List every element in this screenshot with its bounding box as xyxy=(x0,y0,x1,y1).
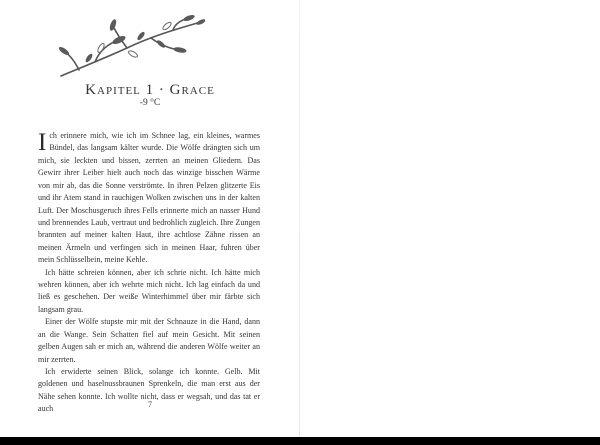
bottom-border xyxy=(0,437,600,445)
paragraph-3: Einer der Wölfe stupste mir mit der Schnauze in die Hand, dann an die Wange. Sein Schatten fiel auf mein Gesicht. Mit seinen gelben Augen sah er mich an, während die anderen Wölfe weiter an mir zerrten. xyxy=(38,317,260,364)
paragraph-4: Ich erwiderte seinen Blick, solange ich konnte. Gelb. Mit goldenen und haselnussbraunen Sprenkeln, die man erst aus der Nähe sehen konnte. Ich wollte nicht, dass er wegsah, und das tat er auch xyxy=(38,367,260,414)
paragraph-1 xyxy=(38,130,260,267)
drop-cap: I xyxy=(38,129,47,156)
chapter-temperature: -9 °C xyxy=(139,98,161,108)
paragraph-text: ch erinnere mich, wie ich im Schnee lag, ein kleines, warmes Bündel, das langsam kälter wurde. Die Wölfe drängten sich um mich, sie leckten und bissen, zerrten an meinen Gliedern. Das Gewirr ihrer Leiber hielt auch noch das winzige bisschen Wärme von mir ab, das die Sonne verströmte. In ihren Pelzen glitzerte Eis und ihr Atem stand in rauchigen Wolken zwischen uns in der kalten Luft. Der Moschusgeruch ihres Fells erinnerte mich an nasser Hund und brennendes Laub, vertraut und bedrohlich zugleich. Ihre Zungen brannten auf meiner kalten Haut, ihre achtlose Zähne rissen an meinen Ärmeln und verfingen sich in meinen Haar, fuhren über mein Schlüsselbein, meine Kehle. xyxy=(38,131,260,265)
leafy-branch-icon xyxy=(55,14,205,80)
right-page xyxy=(300,0,600,445)
page-number: 7 xyxy=(148,400,152,409)
paragraph-2: Ich hätte schreien können, aber ich schrie nicht. Ich hätte mich wehren können, aber ich wehrte mich nicht. Ich lag einfach da und ließ es geschehen. Der weiße Winterhimmel über mir färbte sich langsam grau. xyxy=(38,267,260,314)
chapter-title: Kapitel 1 · Grace xyxy=(85,82,215,98)
chapter-body xyxy=(38,130,260,416)
